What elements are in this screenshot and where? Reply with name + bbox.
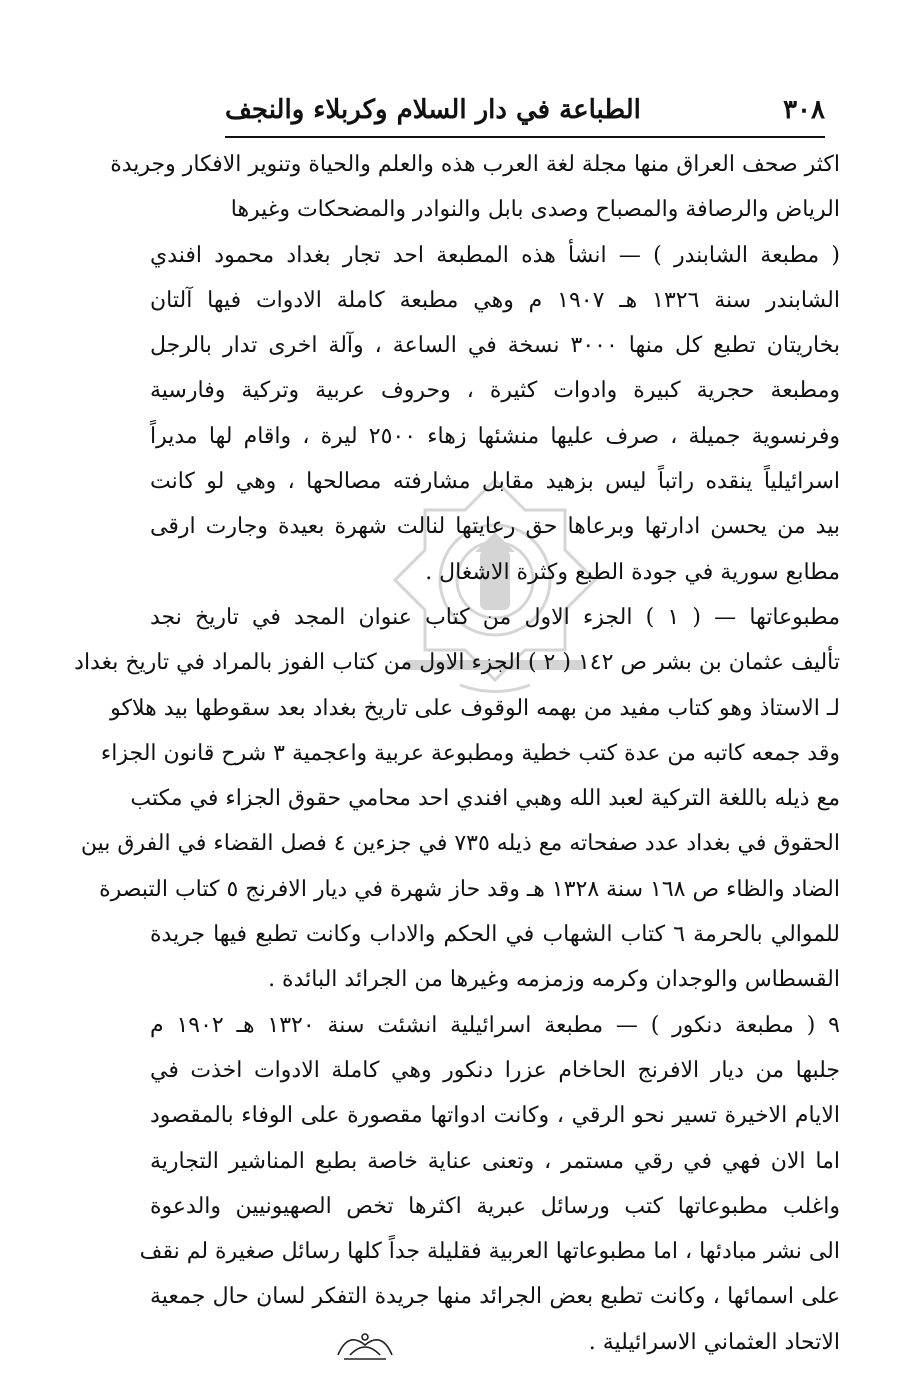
- text-line: ومطبعة حجرية كبيرة وادوات كثيرة ، وحروف عربية وتركية وفارسية: [150, 378, 840, 404]
- text-line: مطبوعاتها — ( ١ ) الجزء الاول من كتاب عنوان المجد في تاريخ نجد: [150, 604, 840, 630]
- text-line: مطابع سورية في جودة الطبع وكثرة الاشغال .: [425, 559, 840, 585]
- text-line: اما الان فهي في رقي مستمر ، وتعنى عناية خاصة بطبع المناشير التجارية: [150, 1148, 840, 1174]
- text-line: الايام الاخيرة تسير نحو الرقي ، وكانت ادواتها مقصورة على الوفاء بالمقصود: [150, 1103, 840, 1129]
- text-line: وقد جمعه كاتبه من عدة كتب خطية ومطبوعة عربية واعجمية ٣ شرح قانون الجزاء: [100, 740, 840, 766]
- running-title: الطباعة في دار السلام وكربلاء والنجف: [225, 95, 641, 125]
- text-line: الحقوق في بغداد عدد صفحاته مع ذيله ٧٣٥ في جزءين ٤ فصل القضاء في الفرق بين: [80, 831, 840, 857]
- text-line: الرياض والرصافة والمصباح وصدى بابل والنوادر والمضحكات وغيرها: [230, 197, 840, 223]
- text-line: بيد من يحسن ادارتها وبرعاها حق رعايتها لنالت شهرة بعيدة وجارت ارقى: [150, 514, 840, 540]
- page-header: [225, 88, 825, 132]
- text-line: ( مطبعة الشابندر ) — انشأ هذه المطبعة احد تجار بغداد محمود افندي: [150, 242, 840, 268]
- page-number: ٣٠٨: [783, 95, 825, 125]
- text-line: على اسمائها ، وكانت تطبع بعض الجرائد منها جريدة التفكر لسان حال جمعية: [150, 1284, 840, 1310]
- text-line: للموالي بالحرمة ٦ كتاب الشهاب في الحكم والاداب وكانت تطبع فيها جريدة: [150, 922, 840, 948]
- text-line: مع ذيله باللغة التركية لعبد الله وهبي افندي احد محامي حقوق الجزاء في مكتب: [130, 786, 840, 812]
- text-line: الى نشر مبادئها ، اما مطبوعاتها العربية فقليلة جداً كلها رسائل صغيرة لم نقف: [139, 1239, 840, 1265]
- text-line: القسطاس والوجدان وكرمه وزمزمه وغيرها من الجرائد البائدة .: [268, 967, 840, 993]
- text-line: الشابندر سنة ١٣٢٦ هـ ١٩٠٧ م وهي مطبعة كاملة الادوات فيها آلتان: [150, 287, 840, 313]
- text-line: جلبها من ديار الافرنج الحاخام عزرا دنكور وهي كاملة الادوات اخذت في: [150, 1057, 840, 1083]
- text-line: ٩ ( مطبعة دنكور ) — مطبعة اسرائيلية انشئت سنة ١٣٢٠ هـ ١٩٠٢ م: [150, 1012, 840, 1038]
- text-line: اسرائيلياً ينقده راتباً ليس بزهيد مقابل مشارفته مصالحها ، وهي لو كانت: [150, 469, 840, 495]
- text-line: واغلب مطبوعاتها كتب ورسائل عبرية اكثرها تخص الصهيونيين والدعوة: [150, 1193, 840, 1219]
- text-line: لـ الاستاذ وهو كتاب مفيد من بهمه الوقوف على تاريخ بغداد بعد سقوطها بيد هلاكو: [110, 695, 840, 721]
- header-rule: [225, 136, 825, 138]
- decorative-flourish-icon: [330, 1325, 400, 1365]
- text-line: الاتحاد العثماني الاسرائيلية .: [588, 1329, 840, 1355]
- body-text: [74, 142, 840, 1365]
- text-line: بخاريتان تطبع كل منها ٣٠٠٠ نسخة في الساعة ، وآلة اخرى تدار بالرجل: [150, 333, 840, 359]
- text-line: وفرنسوية جميلة ، صرف عليها منشئها زهاء ٢٥٠٠ ليرة ، واقام لها مديراً: [150, 423, 840, 449]
- text-line: اكثر صحف العراق منها مجلة لغة العرب هذه والعلم والحياة وتنوير الافكار وجريدة: [110, 152, 840, 177]
- text-line: تأليف عثمان بن بشر ص ١٤٢ ( ٢ ) الجزء الاول من كتاب الفوز بالمراد في تاريخ بغداد: [74, 650, 840, 676]
- text-line: الضاد والظاء ص ١٦٨ سنة ١٣٢٨ هـ وقد حاز شهرة في ديار الافرنج ٥ كتاب التبصرة: [99, 876, 840, 902]
